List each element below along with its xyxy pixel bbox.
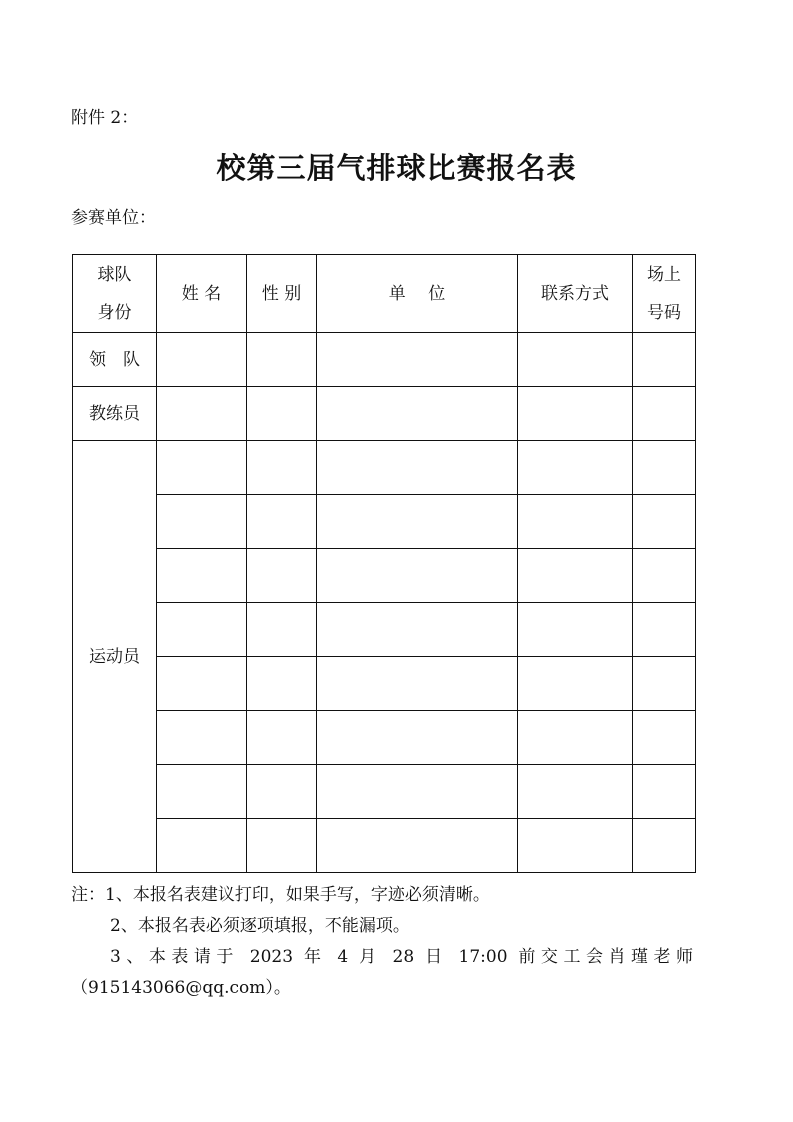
cell-unit[interactable] [317, 603, 518, 657]
athlete-row [73, 657, 696, 711]
cell-name[interactable] [157, 387, 247, 441]
cell-unit[interactable] [317, 387, 518, 441]
cell-unit[interactable] [317, 711, 518, 765]
page-title: 校第三届气排球比赛报名表 [216, 151, 577, 185]
cell-gender[interactable] [247, 603, 317, 657]
athlete-row [73, 765, 696, 819]
cell-unit[interactable] [317, 549, 518, 603]
cell-gender[interactable] [247, 333, 317, 387]
cell-gender[interactable] [247, 819, 317, 873]
cell-contact[interactable] [518, 657, 633, 711]
cell-number[interactable] [633, 765, 696, 819]
cell-gender[interactable] [247, 549, 317, 603]
cell-name[interactable] [157, 711, 247, 765]
cell-number[interactable] [633, 549, 696, 603]
athlete-row [73, 495, 696, 549]
cell-contact[interactable] [518, 603, 633, 657]
participating-unit-label: 参赛单位： [71, 208, 156, 228]
cell-number[interactable] [633, 441, 696, 495]
athlete-row [73, 603, 696, 657]
cell-unit[interactable] [317, 495, 518, 549]
role-athlete: 运动员 [73, 441, 157, 873]
registration-table [72, 254, 696, 873]
cell-contact[interactable] [518, 819, 633, 873]
cell-name[interactable] [157, 495, 247, 549]
cell-gender[interactable] [247, 765, 317, 819]
header-unit: 单 位 [317, 255, 518, 333]
header-contact: 联系方式 [518, 255, 633, 333]
header-row [73, 255, 696, 333]
cell-unit[interactable] [317, 441, 518, 495]
cell-name[interactable] [157, 441, 247, 495]
notes [71, 880, 693, 1004]
cell-gender[interactable] [247, 387, 317, 441]
role-coach: 教练员 [73, 387, 157, 441]
cell-contact[interactable] [518, 441, 633, 495]
cell-name[interactable] [157, 765, 247, 819]
cell-unit[interactable] [317, 765, 518, 819]
attachment-label: 附件 2： [71, 108, 139, 128]
cell-name[interactable] [157, 549, 247, 603]
cell-number[interactable] [633, 819, 696, 873]
cell-contact[interactable] [518, 765, 633, 819]
cell-unit[interactable] [317, 657, 518, 711]
athlete-row [73, 441, 696, 495]
cell-gender[interactable] [247, 711, 317, 765]
cell-contact[interactable] [518, 333, 633, 387]
cell-number[interactable] [633, 387, 696, 441]
header-name: 姓 名 [157, 255, 247, 333]
leader-row [73, 333, 696, 387]
header-jersey-number: 场上 号码 [633, 255, 696, 333]
cell-contact[interactable] [518, 387, 633, 441]
cell-gender[interactable] [247, 495, 317, 549]
note-1: 注：1、本报名表建议打印，如果手写，字迹必须清晰。 [71, 885, 490, 905]
cell-number[interactable] [633, 603, 696, 657]
cell-name[interactable] [157, 333, 247, 387]
cell-contact[interactable] [518, 495, 633, 549]
header-team-role: 球队 身份 [73, 255, 157, 333]
cell-unit[interactable] [317, 819, 518, 873]
cell-name[interactable] [157, 603, 247, 657]
cell-gender[interactable] [247, 441, 317, 495]
cell-number[interactable] [633, 495, 696, 549]
cell-contact[interactable] [518, 549, 633, 603]
note-4: （915143066@qq.com）。 [71, 978, 291, 998]
note-3: 3、本表请于 2023 年 4 月 28 日 17:00 前交工会肖瑾老师 [110, 947, 693, 967]
cell-name[interactable] [157, 657, 247, 711]
role-leader: 领 队 [73, 333, 157, 387]
cell-name[interactable] [157, 819, 247, 873]
athlete-row [73, 819, 696, 873]
cell-unit[interactable] [317, 333, 518, 387]
coach-row [73, 387, 696, 441]
cell-number[interactable] [633, 711, 696, 765]
athlete-row [73, 711, 696, 765]
cell-number[interactable] [633, 657, 696, 711]
athlete-row [73, 549, 696, 603]
header-gender: 性 别 [247, 255, 317, 333]
note-2: 2、本报名表必须逐项填报，不能漏项。 [110, 916, 410, 936]
cell-contact[interactable] [518, 711, 633, 765]
cell-gender[interactable] [247, 657, 317, 711]
cell-number[interactable] [633, 333, 696, 387]
